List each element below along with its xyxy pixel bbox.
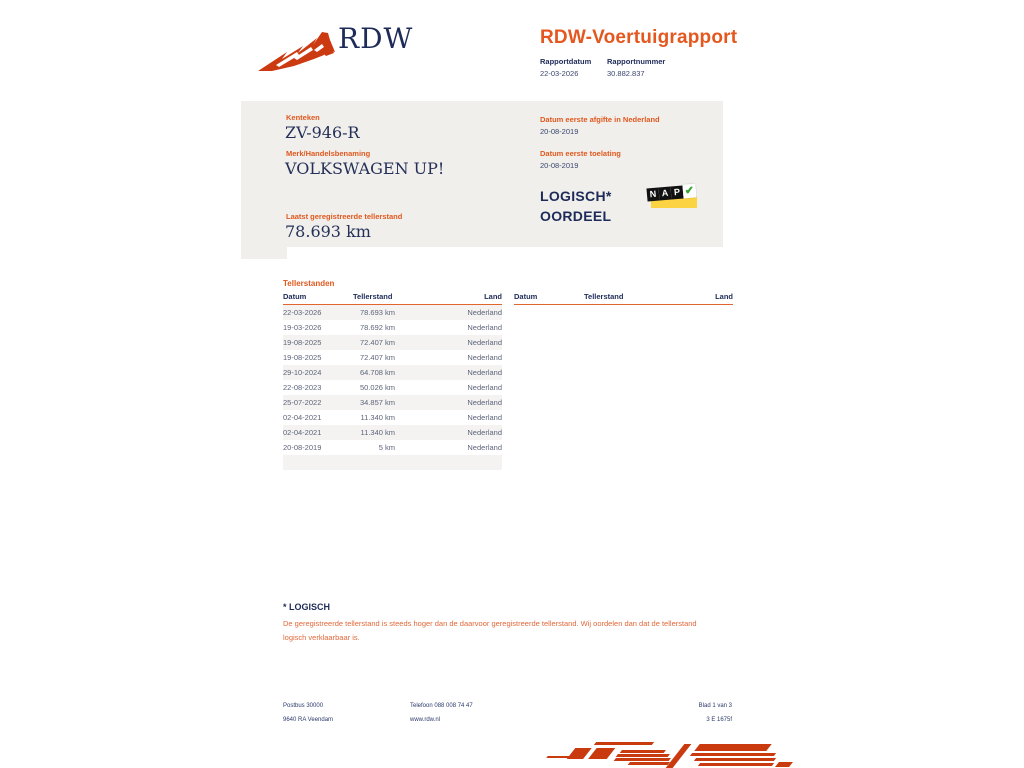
column-header-land: Land [626, 290, 733, 305]
logisch-note-title: * LOGISCH [283, 602, 331, 612]
toelating-label: Datum eerste toelating [540, 149, 621, 158]
cell-tellerstand: 11.340 km [360, 413, 395, 422]
toelating-value: 20-08-2019 [540, 161, 579, 170]
cell-land: Nederland [467, 398, 502, 407]
footer-doc-code: 3 E 1675f [706, 717, 732, 723]
cell-datum: 22-03-2026 [283, 308, 322, 317]
table-row [283, 305, 502, 321]
laatste-tellerstand-value: 78.693 km [285, 222, 371, 241]
nap-letter-n: N [646, 188, 659, 202]
cell-land: Nederland [467, 323, 502, 332]
rdw-logotype: RDW [338, 22, 414, 55]
cell-tellerstand: 34.857 km [359, 398, 395, 407]
cell-land: Nederland [467, 308, 502, 317]
column-header-datum: Datum [283, 290, 353, 305]
column-header-tellerstand: Tellerstand [584, 290, 626, 305]
vehicle-summary-panel-tab [241, 247, 287, 259]
nap-logo-icon [647, 184, 703, 211]
cell-land: Nederland [467, 338, 502, 347]
rdw-stripes-graphic-icon [545, 740, 795, 768]
merk-value: VOLKSWAGEN UP! [285, 159, 445, 178]
table-row [283, 320, 502, 335]
cell-tellerstand: 72.407 km [359, 338, 395, 347]
table-row [283, 350, 502, 365]
oordeel-text [540, 186, 612, 226]
cell-land: Nederland [467, 413, 502, 422]
report-number-value: 30.882.837 [607, 69, 645, 78]
cell-tellerstand: 78.693 km [359, 308, 395, 317]
cell-datum: 19-08-2025 [283, 338, 322, 347]
tellerstanden-section-title: Tellerstanden [283, 279, 335, 288]
table-row [283, 425, 502, 440]
table-row [283, 380, 502, 395]
cell-tellerstand: 64.708 km [359, 368, 395, 377]
column-header-tellerstand: Tellerstand [353, 290, 395, 305]
cell-datum: 02-04-2021 [283, 413, 322, 422]
afgifte-value: 20-08-2019 [540, 127, 579, 136]
cell-tellerstand: 78.692 km [359, 323, 395, 332]
nap-letter-p: P [670, 186, 683, 200]
tellerstanden-body [283, 305, 502, 471]
tellerstanden-table-right [514, 290, 733, 470]
tellerstanden-tables [283, 290, 733, 470]
nap-letter-a: A [658, 187, 671, 201]
footer-address-line1: Postbus 30000 [283, 703, 324, 709]
cell-datum: 25-07-2022 [283, 398, 322, 407]
tellerstanden-table-left [283, 290, 502, 470]
table-header-row [514, 290, 733, 305]
cell-datum: 19-08-2025 [283, 353, 322, 362]
tellerstanden-body-right [514, 305, 733, 470]
report-title: RDW-Voertuigrapport [540, 27, 738, 48]
rdw-bird-logo-icon [256, 28, 340, 74]
oordeel-line1: LOGISCH* [540, 188, 612, 204]
kenteken-value: ZV-946-R [285, 123, 360, 142]
footer-phone: Telefoon 088 008 74 47 [410, 703, 473, 709]
table-row-empty [283, 455, 502, 470]
cell-tellerstand: 11.340 km [360, 428, 395, 437]
cell-datum: 19-03-2026 [283, 323, 322, 332]
footer-address-line2: 9640 RA Veendam [283, 717, 334, 723]
cell-tellerstand: 50.026 km [359, 383, 395, 392]
cell-datum: 22-08-2023 [283, 383, 322, 392]
cell-tellerstand: 72.407 km [359, 353, 395, 362]
column-header-datum: Datum [514, 290, 584, 305]
cell-datum: 02-04-2021 [283, 428, 322, 437]
oordeel-line2: OORDEEL [540, 208, 612, 224]
column-header-land: Land [395, 290, 502, 305]
cell-land: Nederland [467, 428, 502, 437]
table-row [283, 440, 502, 455]
cell-datum: 20-08-2019 [283, 443, 322, 452]
table-row [283, 365, 502, 380]
report-number-label: Rapportnummer [607, 57, 666, 66]
footer-page-number: Blad 1 van 3 [698, 703, 732, 709]
cell-land: Nederland [467, 383, 502, 392]
table-header-row [283, 290, 502, 305]
cell-land: Nederland [467, 443, 502, 452]
cell-datum: 29-10-2024 [283, 368, 322, 377]
nap-checkmark-icon: ✔ [684, 184, 695, 198]
merk-label: Merk/Handelsbenaming [286, 149, 371, 158]
cell-tellerstand: 5 km [378, 443, 395, 452]
report-date-value: 22-03-2026 [540, 69, 579, 78]
table-row [283, 335, 502, 350]
kenteken-label: Kenteken [286, 113, 320, 122]
report-date-label: Rapportdatum [540, 57, 592, 66]
table-row [283, 410, 502, 425]
cell-land: Nederland [467, 368, 502, 377]
afgifte-label: Datum eerste afgifte in Nederland [540, 115, 660, 124]
footer-website-link[interactable]: www.rdw.nl [410, 717, 441, 723]
logisch-note-body: De geregistreerde tellerstand is steeds hoger dan de daarvoor geregistreerde tellerstand. Wij oordelen dan dat de tellerstand logisch verklaarbaar is. [283, 619, 697, 642]
table-row [283, 395, 502, 410]
cell-land: Nederland [467, 353, 502, 362]
laatste-tellerstand-label: Laatst geregistreerde tellerstand [286, 212, 403, 221]
